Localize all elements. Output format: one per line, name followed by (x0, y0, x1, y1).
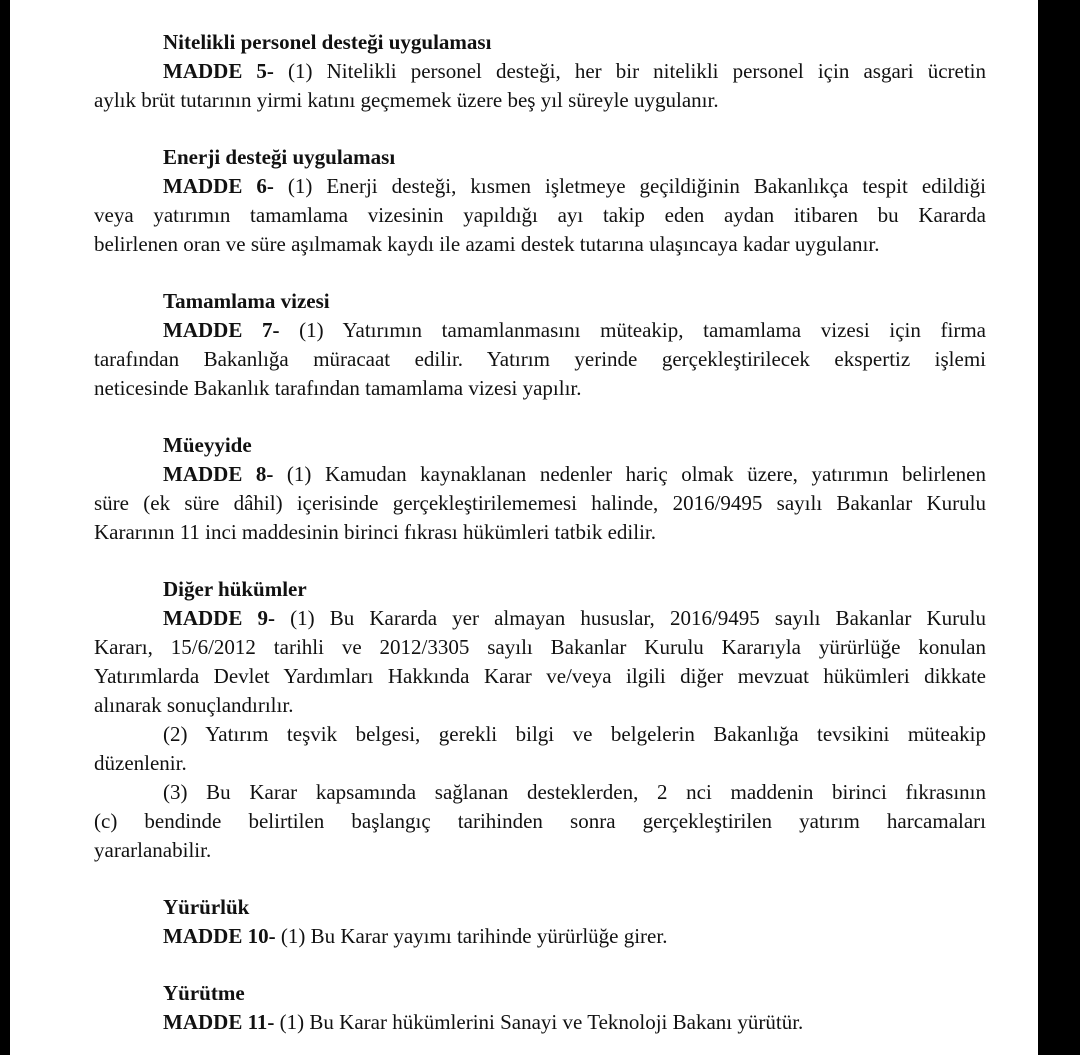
line-text: (c) bendinde belirtilen başlangıç tarihinden sonra gerçekleştirilen yatırım harcamaları (94, 809, 986, 833)
line-text: (3) Bu Karar kapsamında sağlanan desteklerden, 2 nci maddenin birinci fıkrasının (163, 780, 986, 804)
article-heading: Müeyyide (163, 433, 252, 457)
line-text: (1) Bu Kararda yer almayan hususlar, 2016/9495 sayılı Bakanlar Kurulu (274, 606, 986, 630)
article-number: MADDE 10- (163, 924, 276, 948)
article-heading: Nitelikli personel desteği uygulaması (163, 30, 492, 54)
article-section (94, 893, 986, 951)
article-number: MADDE 8- (163, 462, 274, 486)
paragraph-line (94, 230, 986, 259)
line-text: süre (ek süre dâhil) içerisinde gerçekleştirilememesi halinde, 2016/9495 sayılı Bakanlar Kurulu (94, 491, 986, 515)
paragraph-line (94, 807, 986, 836)
document-body (94, 28, 986, 1055)
paragraph-line (94, 86, 986, 115)
article-heading: Yürürlük (163, 895, 250, 919)
line-text: neticesinde Bakanlık tarafından tamamlama vizesi yapılır. (94, 376, 582, 400)
line-text: (1) Bu Karar hükümlerini Sanayi ve Teknoloji Bakanı yürütür. (274, 1010, 804, 1034)
page-edge-left (0, 0, 10, 1055)
article-section (94, 431, 986, 547)
paragraph-line (94, 691, 986, 720)
paragraph-line (94, 518, 986, 547)
paragraph-line (94, 720, 986, 749)
article-section (94, 979, 986, 1037)
article-paragraph (94, 778, 986, 865)
line-text: tarafından Bakanlığa müracaat edilir. Yatırım yerinde gerçekleştirilecek ekspertiz işlemi (94, 347, 986, 371)
paragraph-line (94, 1008, 986, 1037)
paragraph-line (94, 57, 986, 86)
article-heading: Diğer hükümler (163, 577, 307, 601)
paragraph-line (94, 172, 986, 201)
article-paragraph (94, 460, 986, 547)
paragraph-line (94, 922, 986, 951)
line-text: yararlanabilir. (94, 838, 212, 862)
article-paragraph (94, 1008, 986, 1037)
paragraph-line (94, 201, 986, 230)
article-paragraph (94, 720, 986, 778)
paragraph-line (94, 460, 986, 489)
line-text: (2) Yatırım teşvik belgesi, gerekli bilgi ve belgelerin Bakanlığa tevsikini müteakip (163, 722, 986, 746)
paragraph-line (94, 489, 986, 518)
page-edge-right (1038, 0, 1080, 1055)
paragraph-line (94, 316, 986, 345)
line-text: (1) Yatırımın tamamlanmasını müteakip, tamamlama vizesi için firma (279, 318, 986, 342)
line-text: Yatırımlarda Devlet Yardımları Hakkında Karar ve/veya ilgili diğer mevzuat hükümleri dikkate (94, 664, 986, 688)
article-number: MADDE 6- (163, 174, 274, 198)
paragraph-line (94, 836, 986, 865)
article-number: MADDE 5- (163, 59, 274, 83)
line-text: (1) Nitelikli personel desteği, her bir nitelikli personel için asgari ücretin (273, 59, 986, 83)
paragraph-line (94, 662, 986, 691)
line-text: (1) Kamudan kaynaklanan nedenler hariç olmak üzere, yatırımın belirlenen (273, 462, 986, 486)
paragraph-line (94, 749, 986, 778)
line-text: aylık brüt tutarının yirmi katını geçmemek üzere beş yıl süreyle uygulanır. (94, 88, 719, 112)
article-number: MADDE 11- (163, 1010, 275, 1034)
article-paragraph (94, 316, 986, 403)
line-text: (1) Enerji desteği, kısmen işletmeye geçildiğinin Bakanlıkça tespit edildiği (273, 174, 986, 198)
line-text: düzenlenir. (94, 751, 187, 775)
paragraph-line (94, 604, 986, 633)
article-paragraph (94, 604, 986, 720)
article-section (94, 287, 986, 403)
article-heading: Yürütme (163, 981, 245, 1005)
line-text: veya yatırımın tamamlama vizesinin yapıldığı ayı takip eden aydan itibaren bu Kararda (94, 203, 986, 227)
article-section (94, 28, 986, 115)
line-text: Kararı, 15/6/2012 tarihli ve 2012/3305 sayılı Bakanlar Kurulu Kararıyla yürürlüğe konulan (94, 635, 986, 659)
article-number: MADDE 7- (163, 318, 280, 342)
article-heading: Enerji desteği uygulaması (163, 145, 396, 169)
line-text: belirlenen oran ve süre aşılmamak kaydı ile azami destek tutarına ulaşıncaya kadar uygulanır. (94, 232, 880, 256)
line-text: Kararının 11 inci maddesinin birinci fıkrası hükümleri tatbik edilir. (94, 520, 657, 544)
article-number: MADDE 9- (163, 606, 275, 630)
paragraph-line (94, 345, 986, 374)
article-section (94, 143, 986, 259)
article-paragraph (94, 57, 986, 115)
paragraph-line (94, 778, 986, 807)
line-text: alınarak sonuçlandırılır. (94, 693, 294, 717)
paragraph-line (94, 374, 986, 403)
article-section (94, 575, 986, 865)
article-paragraph (94, 922, 986, 951)
line-text: (1) Bu Karar yayımı tarihinde yürürlüğe girer. (275, 924, 668, 948)
paragraph-line (94, 633, 986, 662)
article-paragraph (94, 172, 986, 259)
article-heading: Tamamlama vizesi (163, 289, 330, 313)
